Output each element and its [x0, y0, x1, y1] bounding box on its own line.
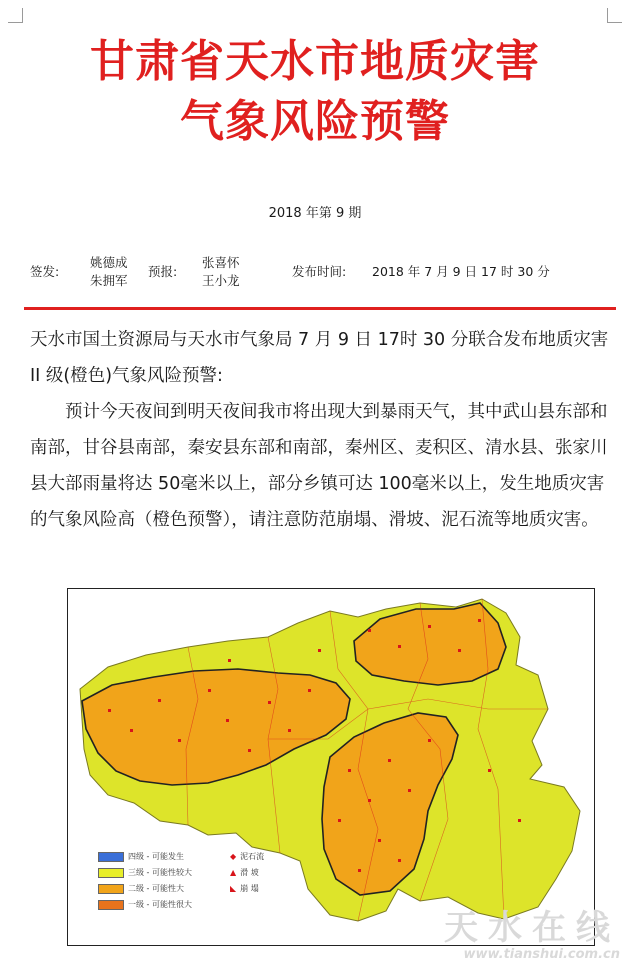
page-corner-mark: [607, 8, 622, 23]
legend-level1: 一级 - 可能性很大: [98, 899, 192, 911]
debris-flow-icon: ◆: [230, 852, 237, 861]
signer-label: 签发:: [30, 264, 60, 279]
document-title-line1: 甘肃省天水市地质灾害: [90, 36, 540, 87]
watermark-url: www.tianshui.com.cn: [463, 947, 620, 962]
watermark-brand: 天水在线: [444, 908, 620, 948]
legend-swatch: [98, 852, 124, 862]
site-watermark: [444, 908, 620, 962]
issue-number: 2018 年第 9 期: [268, 206, 362, 221]
forecast-paragraph: 预计今天夜间到明天夜间我市将出现大到暴雨天气，其中武山县东部和南部，甘谷县南部，秦安县东部和南部，秦州区、麦积区、清水县、张家川县大部雨量将达 50毫米以上，部分乡镇可达 100毫米以上，发生地质灾害的气象风险高（橙色预警），请注意防范崩塌、滑坡、泥石流等地质灾害。: [30, 402, 608, 530]
release-label: 发布时间:: [292, 264, 347, 279]
legend-swatch: [98, 900, 124, 910]
signer-name: 姚德成: [90, 255, 128, 270]
document-meta: [30, 252, 610, 296]
warning-intro-paragraph: 天水市国土资源局与天水市气象局 7 月 9 日 17时 30 分联合发布地质灾害 II 级(橙色)气象风险预警:: [30, 330, 609, 386]
legend-swatch: [98, 868, 124, 878]
landslide-icon: ▲: [230, 868, 237, 877]
legend-landslide: ▲ 滑 坡: [230, 868, 259, 877]
legend-level3: 三级 - 可能性较大: [98, 867, 192, 879]
forecaster-name: 王小龙: [202, 273, 240, 288]
collapse-icon: ◣: [230, 884, 237, 893]
map-legend: [98, 851, 348, 925]
signer-name: 朱拥军: [90, 273, 128, 288]
legend-level2: 二级 - 可能性大: [98, 883, 184, 895]
page-corner-mark: [8, 8, 23, 23]
release-time: 2018 年 7 月 9 日 17 时 30 分: [372, 264, 550, 279]
legend-debris-flow: ◆ 泥石流: [230, 852, 265, 861]
document-title-line2: 气象风险预警: [180, 96, 450, 147]
header-divider: [24, 307, 616, 310]
legend-level4: 四级 - 可能发生: [98, 851, 184, 863]
signer-names: [90, 254, 128, 290]
legend-swatch: [98, 884, 124, 894]
forecaster-name: 张喜怀: [202, 255, 240, 270]
legend-collapse: ◣ 崩 塌: [230, 884, 259, 893]
forecaster-names: [202, 254, 240, 290]
forecaster-label: 预报:: [148, 264, 178, 279]
risk-map: [67, 588, 595, 946]
